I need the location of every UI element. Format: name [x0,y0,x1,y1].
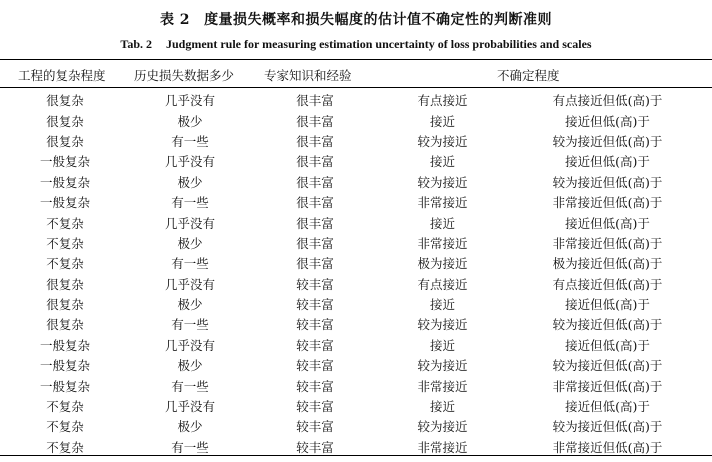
cell-expert-knowledge: 较丰富 [296,399,334,415]
cell-complexity: 很复杂 [46,93,84,109]
cell-uncertainty: 非常接近 [417,378,468,394]
cell-history-data: 有一些 [171,256,209,272]
cell-uncertainty: 较为接近 [417,419,468,435]
cell-expert-knowledge: 很丰富 [296,215,334,231]
cell-uncertainty-detail: 接近但低(高)于 [565,297,650,313]
cell-uncertainty: 较为接近 [417,317,468,333]
cell-uncertainty-detail: 非常接近但低(高)于 [552,439,663,455]
cell-history-data: 有一些 [171,378,209,394]
cell-uncertainty-detail: 较为接近但低(高)于 [552,419,663,435]
table-label-en: Tab. 2 [120,37,152,51]
cell-uncertainty-detail: 接近但低(高)于 [565,154,650,170]
header-rule [0,87,712,88]
cell-complexity: 一般复杂 [39,378,90,394]
cell-history-data: 有一些 [171,133,209,149]
table-row [0,355,710,375]
cell-expert-knowledge: 较丰富 [296,439,334,455]
table-row [0,396,710,416]
cell-complexity: 不复杂 [46,215,84,231]
cell-uncertainty: 接近 [429,399,455,415]
cell-uncertainty-detail: 有点接近但低(高)于 [552,93,663,109]
cell-complexity: 不复杂 [46,439,84,455]
table-row [0,253,710,273]
cell-complexity: 很复杂 [46,133,84,149]
table-row [0,274,710,294]
cell-history-data: 几乎没有 [164,154,215,170]
table-row [0,192,710,212]
bottom-rule [0,455,712,456]
cell-uncertainty: 非常接近 [417,235,468,251]
header-expert-knowledge: 专家知识和经验 [264,68,352,83]
cell-expert-knowledge: 很丰富 [296,133,334,149]
cell-uncertainty-detail: 接近但低(高)于 [565,399,650,415]
table-row [0,233,710,253]
table-row [0,110,710,130]
table-row [0,212,710,232]
cell-uncertainty: 有点接近 [417,276,468,292]
table-row [0,294,710,314]
cell-expert-knowledge: 较丰富 [296,297,334,313]
table-row [0,90,710,110]
cell-complexity: 不复杂 [46,235,84,251]
cell-expert-knowledge: 很丰富 [296,256,334,272]
table-row [0,335,710,355]
cell-uncertainty: 接近 [429,154,455,170]
cell-history-data: 极少 [177,419,203,435]
cell-complexity: 不复杂 [46,256,84,272]
table-caption-cn: 度量损失概率和损失幅度的估计值不确定性的判断准则 [204,12,553,28]
cell-history-data: 几乎没有 [164,399,215,415]
cell-complexity: 很复杂 [46,317,84,333]
cell-uncertainty-detail: 接近但低(高)于 [565,215,650,231]
cell-uncertainty: 非常接近 [417,439,468,455]
cell-uncertainty: 有点接近 [417,93,468,109]
cell-complexity: 一般复杂 [39,195,90,211]
cell-uncertainty: 较为接近 [417,133,468,149]
table-label-cn: 表 2 [159,12,191,28]
cell-expert-knowledge: 较丰富 [296,358,334,374]
cell-uncertainty: 接近 [429,337,455,353]
cell-uncertainty-detail: 较为接近但低(高)于 [552,358,663,374]
cell-expert-knowledge: 很丰富 [296,174,334,190]
cell-complexity: 很复杂 [46,113,84,129]
cell-uncertainty-detail: 非常接近但低(高)于 [552,378,663,394]
cell-uncertainty-detail: 有点接近但低(高)于 [552,276,663,292]
cell-history-data: 几乎没有 [164,93,215,109]
cell-history-data: 有一些 [171,317,209,333]
table-row [0,416,710,436]
cell-history-data: 极少 [177,235,203,251]
table-title-cn [0,9,712,29]
cell-complexity: 一般复杂 [39,358,90,374]
cell-expert-knowledge: 很丰富 [296,235,334,251]
cell-uncertainty: 较为接近 [417,358,468,374]
cell-uncertainty: 接近 [429,215,455,231]
cell-uncertainty-detail: 接近但低(高)于 [565,337,650,353]
cell-uncertainty: 极为接近 [417,256,468,272]
cell-uncertainty: 较为接近 [417,174,468,190]
cell-expert-knowledge: 很丰富 [296,154,334,170]
cell-history-data: 极少 [177,358,203,374]
table-caption-en: Judgment rule for measuring estimation uncertainty of loss probabilities and scales [166,37,592,51]
header-complexity: 工程的复杂程度 [18,68,106,83]
cell-history-data: 几乎没有 [164,276,215,292]
cell-history-data: 极少 [177,297,203,313]
cell-uncertainty-detail: 非常接近但低(高)于 [552,195,663,211]
cell-uncertainty-detail: 非常接近但低(高)于 [552,235,663,251]
cell-uncertainty: 接近 [429,113,455,129]
cell-expert-knowledge: 很丰富 [296,113,334,129]
cell-complexity: 一般复杂 [39,154,90,170]
cell-history-data: 极少 [177,113,203,129]
cell-complexity: 很复杂 [46,297,84,313]
table-row [0,151,710,171]
table-row [0,314,710,334]
cell-uncertainty: 接近 [429,297,455,313]
cell-history-data: 有一些 [171,195,209,211]
table-row [0,437,710,457]
cell-expert-knowledge: 较丰富 [296,378,334,394]
cell-uncertainty-detail: 较为接近但低(高)于 [552,174,663,190]
cell-history-data: 几乎没有 [164,215,215,231]
cell-uncertainty: 非常接近 [417,195,468,211]
top-rule [0,59,712,60]
cell-expert-knowledge: 较丰富 [296,317,334,333]
table-row [0,131,710,151]
cell-complexity: 不复杂 [46,399,84,415]
header-uncertainty: 不确定程度 [497,68,560,83]
header-history-data: 历史损失数据多少 [134,68,235,83]
cell-uncertainty-detail: 较为接近但低(高)于 [552,317,663,333]
table-title-en [0,37,712,52]
cell-uncertainty-detail: 较为接近但低(高)于 [552,133,663,149]
cell-history-data: 极少 [177,174,203,190]
table-row [0,375,710,395]
cell-complexity: 很复杂 [46,276,84,292]
cell-expert-knowledge: 很丰富 [296,93,334,109]
cell-uncertainty-detail: 极为接近但低(高)于 [552,256,663,272]
judgment-rule-table [0,90,710,457]
table-row [0,172,710,192]
cell-complexity: 一般复杂 [39,337,90,353]
cell-expert-knowledge: 较丰富 [296,419,334,435]
cell-complexity: 不复杂 [46,419,84,435]
cell-uncertainty-detail: 接近但低(高)于 [565,113,650,129]
cell-expert-knowledge: 较丰富 [296,276,334,292]
cell-expert-knowledge: 很丰富 [296,195,334,211]
cell-history-data: 几乎没有 [164,337,215,353]
cell-expert-knowledge: 较丰富 [296,337,334,353]
cell-complexity: 一般复杂 [39,174,90,190]
cell-history-data: 有一些 [171,439,209,455]
